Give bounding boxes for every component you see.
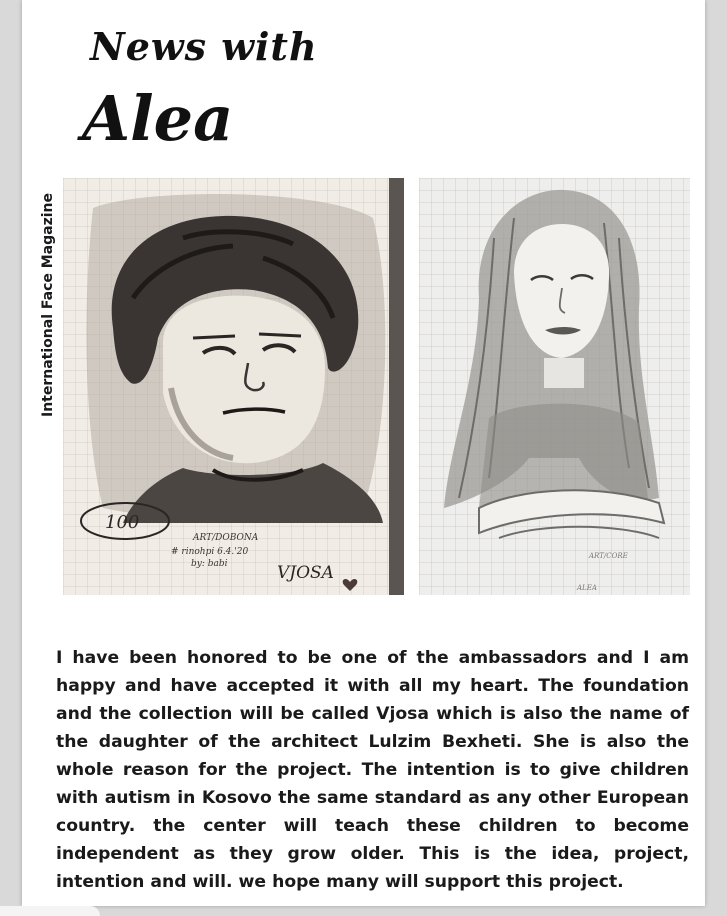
title-alea: Alea	[82, 82, 234, 155]
magazine-spine	[30, 180, 66, 430]
svg-text:ART/CORE: ART/CORE	[589, 552, 628, 560]
magazine-page	[22, 0, 705, 906]
boy-portrait-drawing	[63, 178, 404, 595]
sketch-note-line3: by: babi	[191, 559, 228, 569]
article-paragraph: I have been honored to be one of the ambassadors and I am happy and have accepted it with all my heart. The foundation and the collection will be called Vjosa which is also the name of the daughter of the architect Lulzim Bexheti. She is also the whole reason for the project. The intention is to give children with autism in Kosovo the same standard as any other European country. the center will teach these children to become independent as they grow older. This is the idea, project, intention and will. we hope many will support this project.	[56, 648, 689, 892]
sketch-number: 100	[105, 512, 140, 533]
sketch-note-line1: ART/DOBONA	[193, 533, 259, 543]
magazine-name: International Face Magazine	[40, 193, 56, 417]
sketch-signature-vjosa: VJOSA	[277, 563, 334, 583]
title-news-with: News with	[90, 24, 318, 69]
girl-portrait-drawing	[419, 178, 690, 595]
sketch-signature-alea: ALEA	[577, 584, 597, 592]
page-corner-tab	[0, 906, 100, 916]
boy-portrait-sketch	[63, 178, 404, 595]
girl-portrait-sketch	[419, 178, 690, 595]
sketch-note-line2: # rinohpi 6.4.'20	[171, 547, 249, 557]
